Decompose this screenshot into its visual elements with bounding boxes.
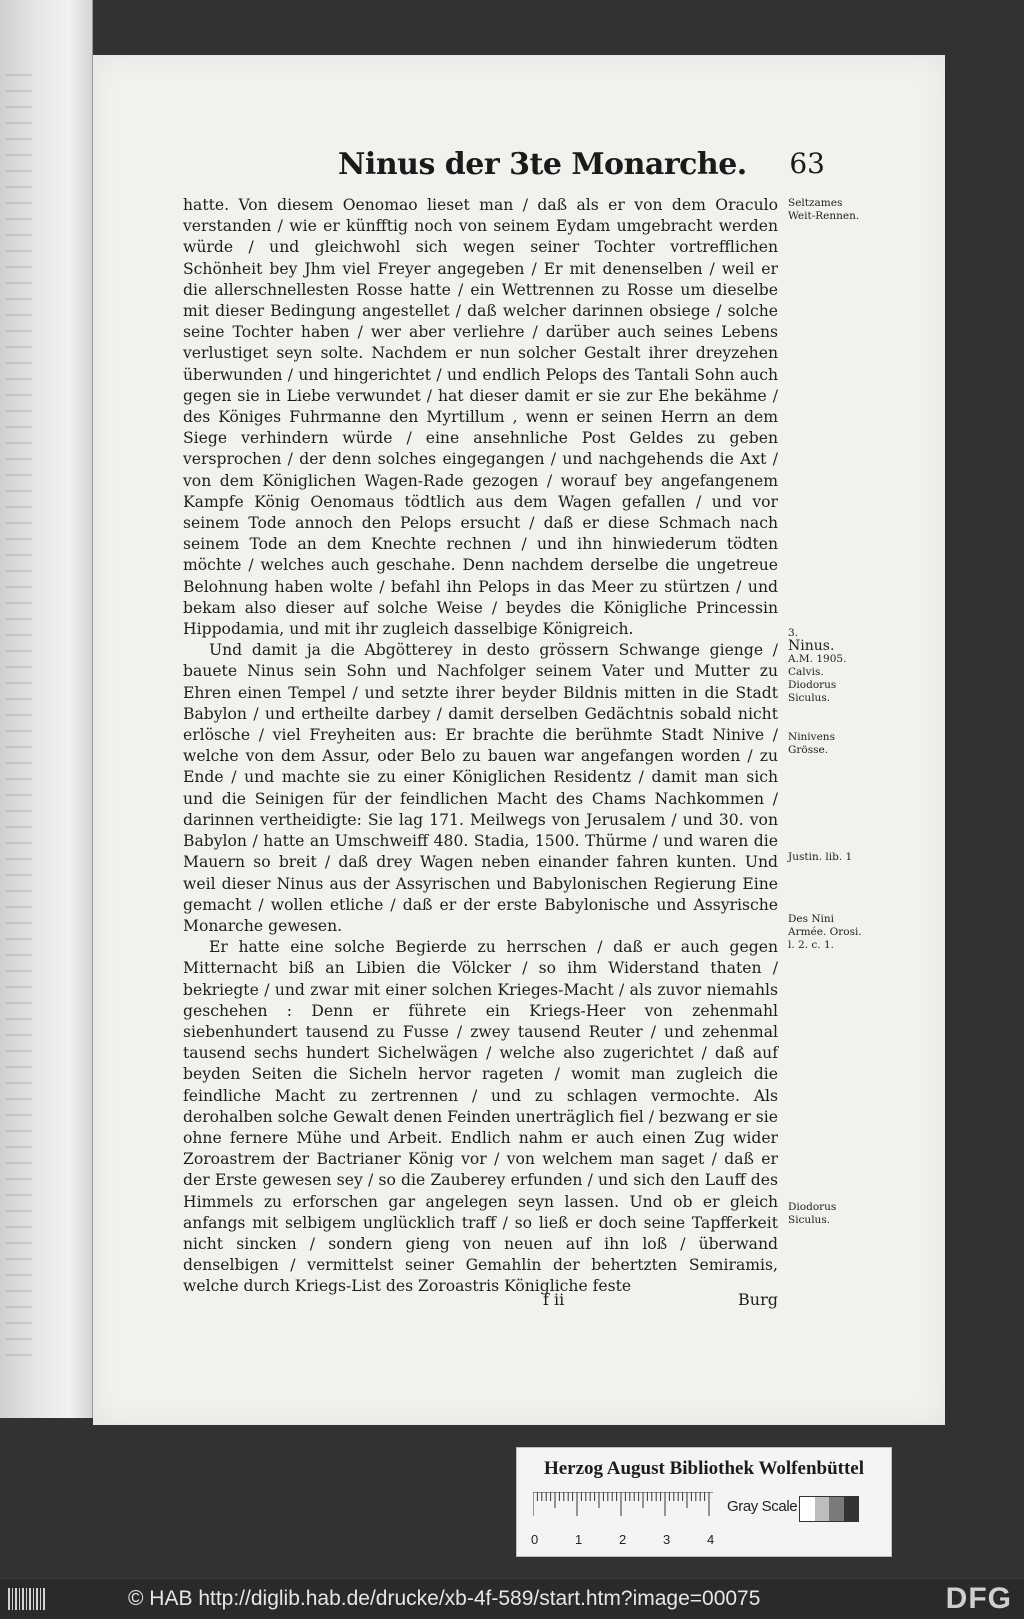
body-text (183, 195, 778, 1298)
gray-scale-swatch (799, 1496, 859, 1522)
ruler-number-1: 1 (575, 1532, 583, 1547)
copyright-url[interactable]: © HAB http://diglib.hab.de/drucke/xb-4f-589/start.htm?image=00075 (128, 1587, 761, 1610)
facing-page-edge (0, 0, 93, 1418)
running-head: Ninus der 3te Monarche. (338, 147, 747, 182)
page-footer (183, 1290, 778, 1312)
color-scale-card (516, 1447, 892, 1557)
paragraph-1: hatte. Von diesem Oenomao lieset man / daß als er von dem Oraculo verstanden / wie er künfftig noch von seinem Eydam umgebracht werden würde / und gleichwohl sich wegen seiner Tochter vortrefflichen Schönheit bey Jhm viel Freyer angegeben / Er mit denenselben / weil er die allerschnellesten Rosse hatte / ein Wettrennen zu Rosse um dieselbe mit dieser Bedingung angestellet / daß welcher darinnen obsiege / solche seine Tochter haben / wer aber verliehre / darüber auch seines Lebens verlustiget seyn solte. Nachdem er nun solcher Gestalt ihrer dreyzehen überwunden / und hingerichtet / und endlich Pelops des Tantali Sohn auch gegen sie in Liebe verwundet / hat dieser damit er sie zur Ehe bekähme / des Königes Fuhrmanne den Myrtillum , wenn er seinen Herrn an dem Siege verhindern würde / eine ansehnliche Post Geldes zu geben versprochen / der denn solches eingegangen / und nachgehends die Axt / von dem Königlichen Wagen-Rade gezogen / worauf bey angefangenem Kampfe König Oenomaus tödtlich aus dem Wagen gefallen / und vor seinem Tode annoch den Pelops ersucht / daß er diese Schmach nach seinem Tode an dem Knechte rechnen / und ihn hinwiederum tödten möchte / welches auch geschahe. Denn nachdem derselbe die ungetreue Belohnung haben wolte / befahl ihn Pelops in das Meer zu stürtzen / und bekam also dieser auf solche Weise / beydes die Königliche Princessin Hippodamia, und mit ihr zugleich dasselbige Königreich. (183, 196, 778, 639)
marginal-source-diodorus: Diodorus Siculus. (788, 679, 837, 704)
ruler-number-3: 3 (663, 1532, 671, 1547)
ruler-numbers (531, 1532, 721, 1548)
ruler-number-2: 2 (619, 1532, 627, 1547)
dfg-logo: DFG (945, 1582, 1012, 1615)
signature-mark: f ii (543, 1290, 565, 1309)
marginal-note-4: Justin. lib. 1 (788, 851, 853, 863)
ruler-number-0: 0 (531, 1532, 539, 1547)
page-number: 63 (789, 147, 825, 180)
facing-page-text-strip (6, 60, 32, 1360)
marginal-number: 3. (788, 627, 799, 639)
marginal-note-3: Ninivens Grösse. (788, 731, 835, 756)
ruler-number-4: 4 (707, 1532, 715, 1547)
paragraph-2: Und damit ja die Abgötterey in desto grössern Schwange gienge / bauete Ninus sein Sohn und Nachfolger seinem Vater und Mutter zu Ehren einen Tempel / und setzte ihrer beyder Bildnis mitten in die Stadt Babylon / und ertheilte darbey / damit derselben Gedächtnis sobald nicht erlösche / viel Freyheiten aus: Er brachte die berühmte Stadt Ninive / welche von dem Assur, oder Belo zu bauen war angefangen worden / zu Ende / und machte sie zu einer Königlichen Residentz / damit man sich und die Seinigen für der feindlichen Macht des Chams Nachkommen / darinnen vertheidigte: Sie lag 171. Meilwegs von Jerusalem / und 30. von Babylon / hatte an Umschweiff 480. Stadia, 1500. Thürme / und waren die Mauern so breit / daß drey Wagen neben einander fahren kunten. Und weil dieser Ninus aus der Assyrischen und Babylonischen Regierung Eine gemacht / wollen etliche / daß er der erste Babylonische und Assyrische Monarche gewesen. (183, 641, 778, 935)
marginal-note-2 (788, 627, 868, 705)
marginal-note-6: Diodorus Siculus. (788, 1201, 837, 1226)
book-page (93, 55, 945, 1425)
page-header (338, 147, 825, 187)
ruler-ticks (533, 1492, 713, 1518)
paragraph-3: Er hatte eine solche Begierde zu herrschen / daß er auch gegen Mitternacht biß an Libien die Völcker / so ihm Widerstand thaten / bekriegte / und zwar mit einer solchen Krieges-Macht / als zuvor niemahls geschehen : Denn er führete ein Kriegs-Heer von zehenmahl siebenhundert tausend zu Fusse / zwey tausend Reuter / und zehenmal tausend sechs hundert Sichelwägen / welche also zugerichtet / daß auf beyden Seiten die Sicheln hervor rageten / womit man zugleich die feindliche Macht zu zertrennen / und zu schlagen vermochte. Als derohalben solche Gewalt denen Feinden unerträglich fiel / bezwang er sie ohne fernere Mühe und Arbeit. Endlich nahm er auch einen Zug wider Zoroastrem der Bactrianer König vor / von welchem man saget / daß er der Erste gewesen sey / so die Zauberey erfunden / und sich den Lauff des Himmels zu erforschen gar angelegen seyn lassen. Und ob er gleich anfangs mit selbigem unglücklich traff / so ließ er doch seine Tapfferkeit nicht sincken / sondern gieng von neuen auf ihn loß / überwand denselbigen / vermittelst seiner Gemahlin der behertzten Semiramis, welche durch Kriegs-List des Zoroastris Königliche feste (183, 938, 778, 1296)
gray-scale-label: Gray Scale (727, 1498, 798, 1515)
catchword: Burg (738, 1290, 778, 1309)
marginal-source-calvis: Calvis. (788, 666, 824, 678)
marginal-note-1: Seltzames Weit-Rennen. (788, 197, 860, 222)
viewer-footer (0, 1578, 1024, 1619)
marginal-year: A.M. 1905. (788, 653, 847, 665)
marginal-note-5: Des Nini Armée. Orosi. l. 2. c. 1. (788, 913, 862, 951)
library-name: Herzog August Bibliothek Wolfenbüttel (543, 1458, 865, 1479)
marginal-ninus: Ninus. (788, 638, 835, 654)
barcode-icon (8, 1588, 46, 1610)
